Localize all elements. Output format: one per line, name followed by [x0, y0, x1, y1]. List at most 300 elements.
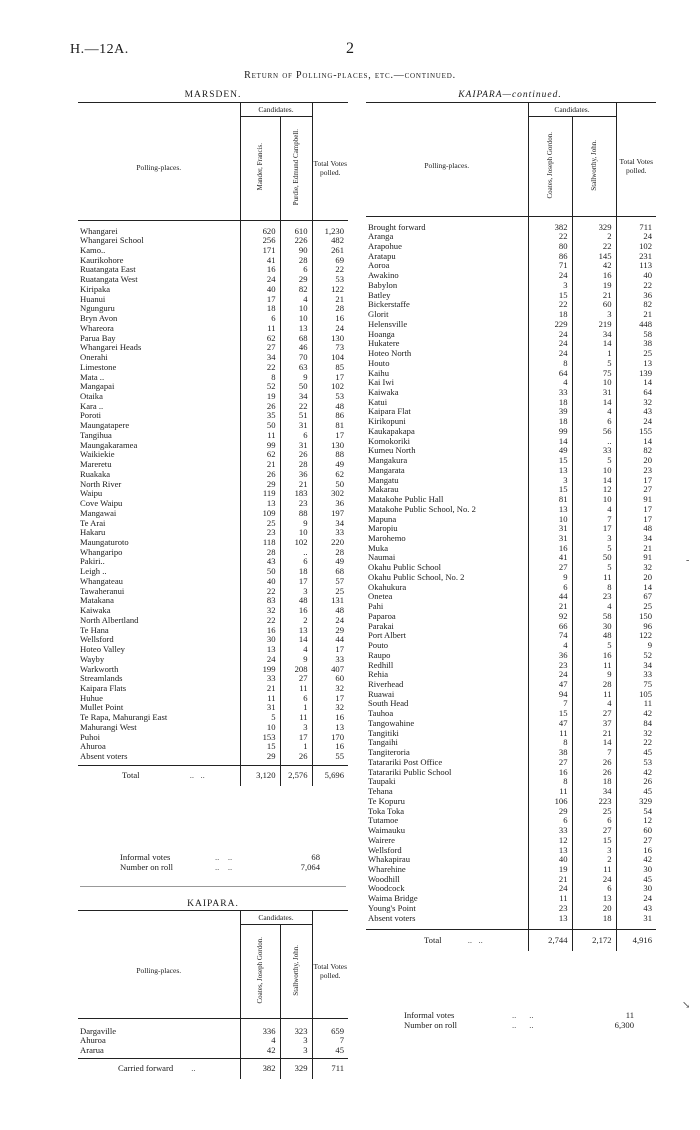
candidate-2-votes: 17 — [280, 577, 312, 587]
polling-place-name: Tehana — [368, 786, 393, 797]
candidate-2-votes: 16 — [572, 271, 616, 281]
candidate-2-votes: 82 — [280, 285, 312, 295]
table-row — [366, 544, 656, 554]
total-votes: 53 — [312, 392, 348, 402]
candidate-2-votes: 219 — [572, 320, 616, 330]
candidate-1-votes: 18 — [528, 417, 572, 427]
marsden-total-cand1: 3,120 — [240, 766, 280, 786]
table-row — [366, 388, 656, 398]
candidate-2-votes: 3 — [280, 723, 312, 733]
candidate-2-votes: 11 — [572, 661, 616, 671]
candidate-1-votes: 26 — [240, 470, 280, 480]
polling-place-name: Parua Bay — [80, 332, 116, 343]
candidate-1-votes: 66 — [528, 622, 572, 632]
polling-place-name: Aratapu — [368, 250, 396, 261]
polling-place-name: Houto — [368, 357, 390, 368]
total-votes: 302 — [312, 489, 348, 499]
polling-place-name: Matakana — [80, 595, 114, 606]
total-votes: 17 — [616, 515, 656, 525]
candidate-2-votes: 5 — [572, 544, 616, 554]
table-row — [366, 534, 656, 544]
total-votes: 85 — [312, 363, 348, 373]
polling-place-name: Whareora — [80, 322, 114, 333]
candidate-1-votes: 41 — [240, 256, 280, 266]
candidate-1-votes: 13 — [528, 914, 572, 924]
total-votes: 14 — [616, 378, 656, 388]
candidate-1-votes: 153 — [240, 733, 280, 743]
candidate-2-votes: 14 — [280, 635, 312, 645]
table-row — [366, 232, 656, 242]
candidate-2-votes: 50 — [572, 553, 616, 563]
candidate-2-votes: 90 — [280, 246, 312, 256]
candidate-1-votes: 38 — [528, 748, 572, 758]
total-votes: 261 — [312, 246, 348, 256]
total-votes: 45 — [616, 787, 656, 797]
polling-place-name: Young's Point — [368, 902, 416, 913]
kaipara-informal-row: Informal votes .. .. 11 — [404, 1010, 634, 1020]
candidate-2-votes: 13 — [572, 894, 616, 904]
table-row — [366, 524, 656, 534]
candidate-2-votes: 13 — [280, 626, 312, 636]
table-row — [366, 661, 656, 671]
candidate-1-votes: 40 — [528, 855, 572, 865]
total-votes: 14 — [616, 583, 656, 593]
polling-place-name: Matakohe Public Hall — [368, 494, 444, 505]
polling-place-name: Mangarata — [368, 464, 405, 475]
candidate-2-votes: 37 — [572, 719, 616, 729]
candidate-2-votes: 6 — [280, 265, 312, 275]
table-row — [366, 768, 656, 778]
polling-place-name: Onerahi — [80, 352, 108, 363]
candidate-2-votes: 12 — [572, 485, 616, 495]
page-title: Return of Polling-places, etc.—continued. — [244, 70, 456, 81]
total-votes: 407 — [312, 665, 348, 675]
candidate-1-votes: 31 — [240, 703, 280, 713]
candidate-1-votes: 15 — [528, 485, 572, 495]
table-row — [366, 583, 656, 593]
polling-place-name: Cove Waipu — [80, 498, 123, 509]
candidate-2-votes: 51 — [280, 411, 312, 421]
candidate-1-votes: 8 — [528, 738, 572, 748]
polling-place-name: Absent voters — [368, 912, 416, 923]
table-row — [78, 655, 348, 665]
polling-place-name: Whangaripo — [80, 546, 123, 557]
total-votes: 29 — [312, 626, 348, 636]
total-votes: 7 — [312, 1036, 348, 1046]
polling-place-name: Mangawai — [80, 507, 117, 518]
table-row — [78, 392, 348, 402]
polling-place-name: Tangihua — [80, 429, 112, 440]
table-row — [78, 509, 348, 519]
candidate-1-votes: 80 — [528, 242, 572, 252]
polling-place-name: Dargaville — [80, 1025, 117, 1036]
total-votes: 9 — [616, 641, 656, 651]
candidate-2-votes: 58 — [572, 612, 616, 622]
candidate-2-votes: 5 — [572, 641, 616, 651]
candidate-2-votes: 21 — [572, 729, 616, 739]
total-votes: 482 — [312, 236, 348, 246]
table-row — [366, 242, 656, 252]
total-votes: 40 — [616, 271, 656, 281]
table-row — [366, 641, 656, 651]
candidate-2-votes: 18 — [572, 777, 616, 787]
table-row — [366, 622, 656, 632]
candidate-2-votes: 88 — [280, 509, 312, 519]
total-votes: 16 — [312, 713, 348, 723]
total-votes: 24 — [312, 324, 348, 334]
total-votes: 69 — [312, 256, 348, 266]
candidate-1-votes: 16 — [240, 265, 280, 275]
total-votes: 45 — [312, 1046, 348, 1056]
candidate-2-votes: 7 — [572, 748, 616, 758]
polling-place-name: Waimauku — [368, 825, 406, 836]
candidate-1-votes: 28 — [240, 548, 280, 558]
polling-places-header: Polling-places. — [136, 163, 182, 173]
candidate-2-votes: 3 — [572, 310, 616, 320]
candidate-2-votes: 145 — [572, 252, 616, 262]
total-votes: 197 — [312, 509, 348, 519]
candidate-2-votes: 29 — [280, 275, 312, 285]
candidate-2-votes: 11 — [280, 713, 312, 723]
polling-place-name: Tatarariki Post Office — [368, 756, 443, 767]
candidate-2-votes: 48 — [572, 631, 616, 641]
candidate-1-votes: 11 — [528, 787, 572, 797]
total-votes: 36 — [312, 499, 348, 509]
candidate-1-votes: 10 — [240, 723, 280, 733]
candidate-2-votes: 48 — [280, 596, 312, 606]
polling-place-name: Tangiteroria — [368, 747, 410, 758]
candidate-1-votes: 29 — [240, 752, 280, 762]
candidate-1-votes: 30 — [240, 635, 280, 645]
total-votes: 13 — [312, 723, 348, 733]
polling-place-name: Paparoa — [368, 610, 396, 621]
total-votes: 105 — [616, 690, 656, 700]
candidate-2-votes: 26 — [280, 450, 312, 460]
candidate-2-votes: 33 — [572, 446, 616, 456]
candidate-1-votes: 92 — [528, 612, 572, 622]
table-row — [366, 407, 656, 417]
candidate-1-votes: 9 — [528, 573, 572, 583]
polling-place-name: Okahu Public School — [368, 562, 442, 573]
polling-place-name: Kiripaka — [80, 283, 111, 294]
polling-place-name: Tauhoa — [368, 708, 394, 719]
total-votes-header: Total Votes polled. — [616, 117, 656, 217]
candidate-1-votes: 8 — [528, 777, 572, 787]
candidate-1-votes: 119 — [240, 489, 280, 499]
table-row — [78, 324, 348, 334]
total-votes: 12 — [616, 816, 656, 826]
candidate-1-votes: 42 — [240, 1046, 280, 1056]
polling-place-name: Taupaki — [368, 776, 396, 787]
candidate-2-votes: 9 — [280, 519, 312, 529]
total-votes: 49 — [312, 557, 348, 567]
page-reference: H.—12A. — [70, 42, 129, 57]
total-votes: 21 — [616, 544, 656, 554]
table-row — [78, 343, 348, 353]
candidates-header: Candidates. — [240, 911, 312, 925]
candidate-1-votes: 24 — [528, 339, 572, 349]
candidate-1-votes: 44 — [528, 592, 572, 602]
polling-place-name: Helensville — [368, 318, 408, 329]
candidate-2-votes: 19 — [572, 281, 616, 291]
candidate-1-votes: 4 — [528, 641, 572, 651]
total-votes: 22 — [616, 738, 656, 748]
candidate-2-votes: 183 — [280, 489, 312, 499]
candidate-2-votes: 24 — [572, 875, 616, 885]
candidate-1-votes: 13 — [240, 499, 280, 509]
table-row — [78, 645, 348, 655]
total-votes: 16 — [312, 742, 348, 752]
candidate-1-votes: 18 — [240, 304, 280, 314]
candidate-2-votes: 329 — [572, 223, 616, 233]
polling-place-name: Puhoi — [80, 731, 101, 742]
total-votes: 21 — [616, 310, 656, 320]
total-votes: 25 — [312, 587, 348, 597]
polling-places-header: Polling-places. — [424, 161, 470, 171]
candidate-1-votes: 52 — [240, 382, 280, 392]
total-votes: 24 — [616, 232, 656, 242]
candidate-1-votes: 15 — [528, 709, 572, 719]
candidate-1-votes: 40 — [240, 577, 280, 587]
candidate-1-votes: 382 — [528, 223, 572, 233]
total-votes: 102 — [312, 382, 348, 392]
kaipara-continued-table — [366, 102, 656, 951]
total-votes: 53 — [312, 275, 348, 285]
candidate-1-votes: 29 — [240, 480, 280, 490]
kaipara-total-cand1: 2,744 — [528, 929, 572, 951]
candidate-1-votes: 27 — [240, 343, 280, 353]
total-votes: 155 — [616, 427, 656, 437]
candidate-1-votes: 109 — [240, 509, 280, 519]
candidate-1-votes: 336 — [240, 1027, 280, 1037]
polling-place-name: Redhill — [368, 659, 394, 670]
candidate-2-votes: 610 — [280, 227, 312, 237]
table-row — [366, 670, 656, 680]
candidates-header: Candidates. — [240, 103, 312, 117]
marsden-total-all: 5,696 — [312, 766, 348, 786]
polling-place-name: Te Hana — [80, 624, 109, 635]
candidate-1-votes: 94 — [528, 690, 572, 700]
total-votes: 131 — [312, 596, 348, 606]
table-row — [366, 369, 656, 379]
total-votes: 60 — [616, 826, 656, 836]
candidate-1-votes: 3 — [528, 281, 572, 291]
table-row — [78, 450, 348, 460]
polling-place-name: Ngunguru — [80, 303, 115, 314]
polling-place-name: Streamlands — [80, 673, 123, 684]
polling-place-name: Okahu Public School, No. 2 — [368, 571, 465, 582]
candidate-1-votes: 171 — [240, 246, 280, 256]
total-votes: 17 — [312, 373, 348, 383]
candidate-1-votes: 15 — [240, 742, 280, 752]
polling-place-name: Raupo — [368, 649, 391, 660]
candidate-1-votes: 21 — [240, 460, 280, 470]
polling-place-name: Mangapai — [80, 381, 115, 392]
polling-place-name: Hoanga — [368, 328, 395, 339]
total-votes: 62 — [312, 470, 348, 480]
total-votes: 34 — [312, 519, 348, 529]
table-row — [366, 223, 656, 233]
candidate-2-votes: 10 — [280, 528, 312, 538]
candidate-1-votes: 62 — [240, 450, 280, 460]
candidate-2-votes: 5 — [572, 456, 616, 466]
total-votes: 27 — [616, 485, 656, 495]
table-row — [78, 236, 348, 246]
polling-place-name: Brought forward — [368, 221, 426, 232]
polling-place-name: Wairere — [368, 834, 395, 845]
candidate-1-votes: 11 — [240, 431, 280, 441]
total-votes: 43 — [616, 407, 656, 417]
total-votes: 27 — [616, 836, 656, 846]
total-votes: 57 — [312, 577, 348, 587]
table-row — [366, 719, 656, 729]
candidate-1-votes: 41 — [528, 553, 572, 563]
total-votes: 36 — [616, 291, 656, 301]
candidate-1-votes: 620 — [240, 227, 280, 237]
table-row — [366, 855, 656, 865]
candidate-2-votes: 23 — [572, 592, 616, 602]
total-votes: 33 — [616, 670, 656, 680]
candidate-2-votes: 13 — [280, 324, 312, 334]
table-row — [366, 592, 656, 602]
candidate-2-votes: 4 — [572, 505, 616, 515]
polling-place-name: Tutamoe — [368, 815, 399, 826]
total-votes: 67 — [616, 592, 656, 602]
candidate-1-votes: 21 — [528, 602, 572, 612]
candidate-2-votes: 56 — [572, 427, 616, 437]
candidate-2-votes: 30 — [572, 622, 616, 632]
table-row — [366, 807, 656, 817]
carried-cand2: 329 — [280, 1059, 312, 1079]
polling-place-name: Kaurikohore — [80, 254, 124, 265]
total-votes: 220 — [312, 538, 348, 548]
table-row — [366, 631, 656, 641]
candidate-1-votes: 22 — [240, 363, 280, 373]
candidate-2-votes: 21 — [572, 291, 616, 301]
table-row — [78, 363, 348, 373]
total-votes: 23 — [616, 466, 656, 476]
candidate-2-votes: 27 — [572, 709, 616, 719]
polling-place-name: Te Kopuru — [368, 795, 405, 806]
total-votes: 20 — [616, 456, 656, 466]
table-row — [78, 295, 348, 305]
candidate-2-votes: 26 — [280, 752, 312, 762]
total-votes: 73 — [312, 343, 348, 353]
marsden-table — [78, 102, 348, 786]
candidate-1-votes: 106 — [528, 797, 572, 807]
total-votes: 17 — [312, 694, 348, 704]
candidate-1-votes: 86 — [528, 252, 572, 262]
candidate-1-votes: 50 — [240, 567, 280, 577]
candidate-1-votes: 12 — [528, 836, 572, 846]
candidate-1-votes: 24 — [528, 884, 572, 894]
candidate-2-votes: 1 — [572, 349, 616, 359]
table-row — [78, 304, 348, 314]
total-votes: 22 — [616, 281, 656, 291]
candidate-2-votes: 9 — [572, 670, 616, 680]
total-votes: 17 — [312, 431, 348, 441]
candidate-2-votes: 2 — [572, 855, 616, 865]
total-votes: 25 — [616, 349, 656, 359]
table-row — [366, 680, 656, 690]
carried-forward-label: Carried forward .. — [118, 1063, 196, 1074]
polling-place-name: Kamo.. — [80, 244, 106, 255]
polling-place-name: Makarau — [368, 484, 399, 495]
table-row — [366, 865, 656, 875]
candidate-2-votes: 10 — [280, 314, 312, 324]
candidate-1-votes: 25 — [240, 519, 280, 529]
total-votes: 17 — [616, 476, 656, 486]
candidate-2-votes: 14 — [572, 476, 616, 486]
polling-place-name: Hakaru — [80, 527, 106, 538]
table-row — [78, 373, 348, 383]
total-votes: 17 — [616, 505, 656, 515]
polling-place-name: Whakapirau — [368, 854, 410, 865]
polling-place-name: Maungakaramea — [80, 439, 138, 450]
candidate-1-votes: 24 — [528, 349, 572, 359]
table-row — [366, 914, 656, 924]
polling-place-name: Mapuna — [368, 513, 397, 524]
table-row — [366, 797, 656, 807]
polling-place-name: Maropiu — [368, 523, 398, 534]
table-row — [366, 787, 656, 797]
polling-place-name: Babylon — [368, 279, 398, 290]
candidate-1-name: Mander, Francis. — [256, 143, 264, 191]
candidate-1-votes: 24 — [240, 275, 280, 285]
candidate-2-name: Stallworthy, John. — [292, 944, 300, 996]
candidate-2-votes: 102 — [280, 538, 312, 548]
table-row — [78, 733, 348, 743]
candidate-1-votes: 47 — [528, 680, 572, 690]
candidate-2-votes: 75 — [572, 369, 616, 379]
polling-place-name: Kaipara Flats — [80, 683, 127, 694]
polling-place-name: Kaihu — [368, 367, 390, 378]
candidate-2-votes: 2 — [572, 232, 616, 242]
candidate-1-votes: 22 — [240, 587, 280, 597]
polling-place-name: Toka Toka — [368, 805, 405, 816]
candidate-2-votes: 25 — [572, 807, 616, 817]
polling-place-name: Bickerstaffe — [368, 299, 410, 310]
candidate-1-votes: 13 — [528, 846, 572, 856]
candidate-2-votes: 31 — [280, 441, 312, 451]
candidate-2-votes: 11 — [572, 865, 616, 875]
candidate-1-votes: 229 — [528, 320, 572, 330]
candidate-2-votes: 226 — [280, 236, 312, 246]
candidate-1-votes: 47 — [528, 719, 572, 729]
total-votes: 139 — [616, 369, 656, 379]
candidate-2-votes: 4 — [572, 602, 616, 612]
candidate-1-votes: 6 — [528, 583, 572, 593]
total-votes: 711 — [616, 223, 656, 233]
candidate-1-votes: 50 — [240, 421, 280, 431]
table-row — [78, 519, 348, 529]
total-votes: 38 — [616, 339, 656, 349]
candidate-2-votes: 50 — [280, 382, 312, 392]
candidate-1-votes: 23 — [528, 661, 572, 671]
marsden-informal-row: Informal votes .. .. 68 — [120, 852, 320, 862]
candidate-1-votes: 15 — [528, 291, 572, 301]
candidate-1-votes: 33 — [528, 826, 572, 836]
margin-mark: - — [686, 555, 690, 566]
candidate-1-votes: 71 — [528, 261, 572, 271]
candidate-2-votes: 6 — [572, 417, 616, 427]
polling-place-name: Tangowahine — [368, 717, 415, 728]
candidate-1-votes: 62 — [240, 334, 280, 344]
table-row — [78, 1036, 348, 1046]
candidate-1-votes: 81 — [528, 495, 572, 505]
total-votes: 24 — [616, 894, 656, 904]
table-row — [366, 515, 656, 525]
